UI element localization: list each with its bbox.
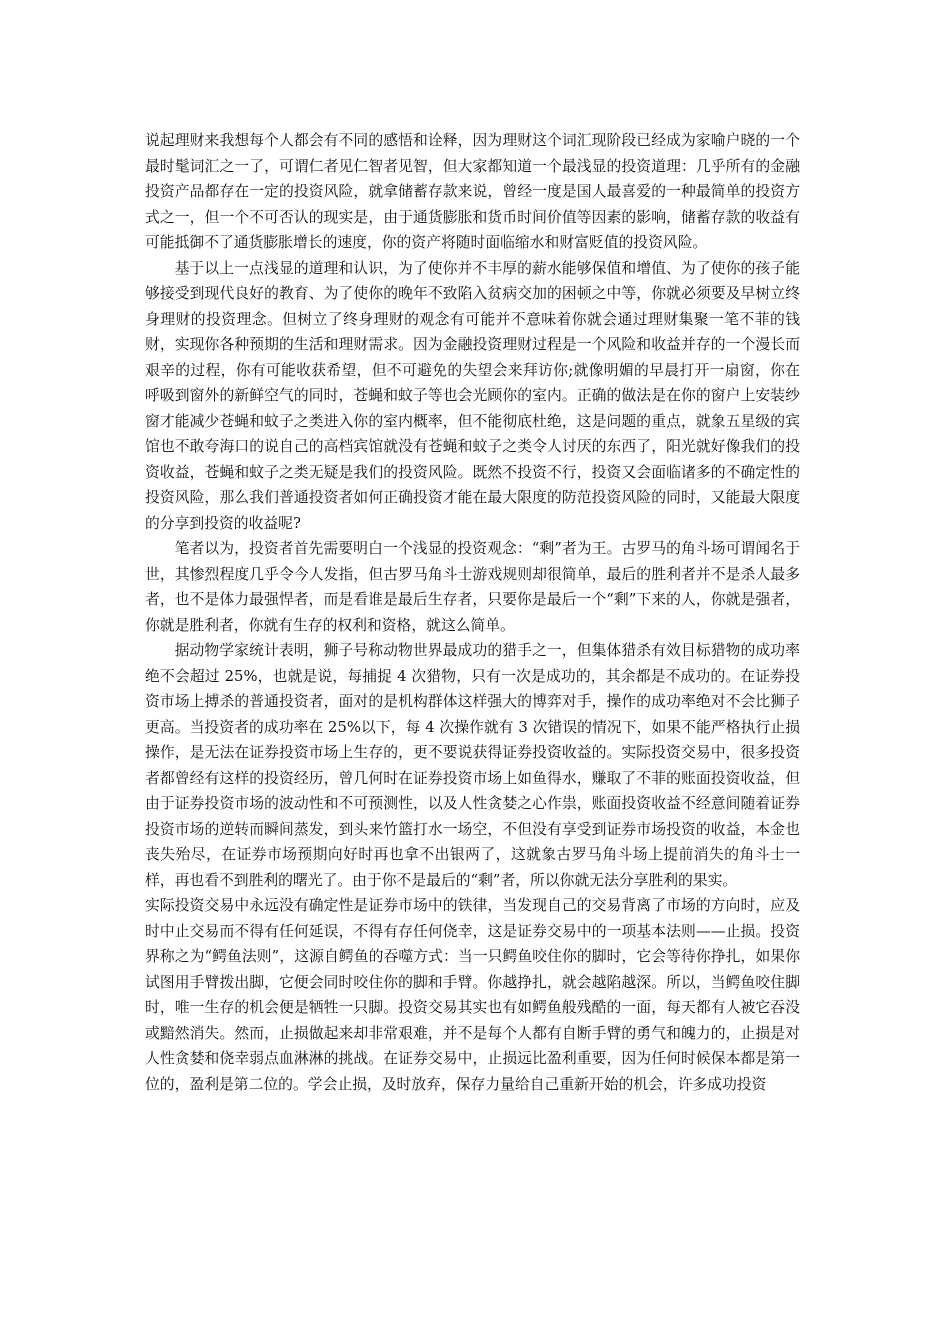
document-body (145, 128, 800, 1097)
paragraph-1: 说起理财来我想每个人都会有不同的感悟和诠释，因为理财这个词汇现阶段已经成为家喻户晓的一个最时髦词汇之一了，可谓仁者见仁智者见智，但大家都知道一个最浅显的投资道理：几乎所有的金融投资产品都存在一定的投资风险，就拿储蓄存款来说，曾经一度是国人最喜爱的一种最简单的投资方式之一，但一个不可否认的现实是，由于通货膨胀和货币时间价值等因素的影响，储蓄存款的收益有可能抵御不了通货膨胀增长的速度，你的资产将随时面临缩水和财富贬值的投资风险。 (145, 132, 800, 251)
paragraph-5: 实际投资交易中永远没有确定性是证券市场中的铁律，当发现自己的交易背离了市场的方向时，应及时中止交易而不得有任何延误，不得有存任何侥幸，这是证券交易中的一项基本法则——止损。投资界称之为“鳄鱼法则”，这源自鳄鱼的吞噬方式：当一只鳄鱼咬住你的脚时，它会等待你挣扎，如果你试图用手臂拨出脚，它便会同时咬住你的脚和手臂。你越挣扎，就会越陷越深。所以，当鳄鱼咬住脚时，唯一生存的机会便是牺牲一只脚。投资交易其实也有如鳄鱼般残酷的一面，每天都有人被它吞没或黯然消失。然而，止损做起来却非常艰难，并不是每个人都有自断手臂的勇气和魄力的，止损是对人性贪婪和侥幸弱点血淋淋的挑战。在证券交易中，止损远比盈利重要，因为任何时候保本都是第一位的，盈利是第二位的。学会止损，及时放弃，保存力量给自己重新开始的机会，许多成功投资 (145, 897, 800, 1093)
paragraph-2: 基于以上一点浅显的道理和认识，为了使你并不丰厚的薪水能够保值和增值、为了使你的孩子能够接受到现代良好的教育、为了使你的晚年不致陷入贫病交加的困顿之中等，你就必须要及早树立终身理财的投资理念。但树立了终身理财的观念有可能并不意味着你就会通过理财集聚一笔不菲的钱财，实现你各种预期的生活和理财需求。因为金融投资理财过程是一个风险和收益并存的一个漫长而艰辛的过程，你有可能收获希望，但不可避免的失望会来拜访你;就像明媚的早晨打开一扇窗，你在呼吸到窗外的新鲜空气的同时，苍蝇和蚊子等也会光顾你的室内。正确的做法是在你的窗户上安装纱窗才能减少苍蝇和蚊子之类进入你的室内概率，但不能彻底杜绝，这是问题的重点，就象五星级的宾馆也不敢夸海口的说自己的高档宾馆就没有苍蝇和蚊子之类令人讨厌的东西了，阳光就好像我们的投资收益，苍蝇和蚊子之类无疑是我们的投资风险。既然不投资不行，投资又会面临诸多的不确定性的投资风险，那么我们普通投资者如何正确投资才能在最大限度的防范投资风险的同时，又能最大限度的分享到投资的收益呢? (145, 259, 800, 532)
paragraph-3: 笔者以为，投资者首先需要明白一个浅显的投资观念：“剩”者为王。古罗马的角斗场可谓闻名于世，其惨烈程度几乎令今人发指，但古罗马角斗士游戏规则却很简单，最后的胜利者并不是杀人最多者，也不是体力最强悍者，而是看谁是最后生存者，只要你是最后一个“剩”下来的人，你就是强者，你就是胜利者，你就有生存的权利和资格，就这么简单。 (145, 540, 800, 634)
paragraph-4: 据动物学家统计表明，狮子号称动物世界最成功的猎手之一，但集体猎杀有效目标猎物的成功率绝不会超过 25%，也就是说，每捕捉 4 次猎物，只有一次是成功的，其余都是不成功的。在证券投资市场上搏杀的普通投资者，面对的是机构群体这样强大的博弈对手，操作的成功率绝对不会比狮子更高。当投资者的成功率在 25%以下，每 4 次操作就有 3 次错误的情况下，如果不能严格执行止损操作，是无法在证券投资市场上生存的，更不要说获得证券投资收益的。实际投资交易中，很多投资者都曾经有这样的投资经历，曾几何时在证券投资市场上如鱼得水，赚取了不菲的账面投资收益，但由于证券投资市场的波动性和不可预测性，以及人性贪婪之心作祟，账面投资收益不经意间随着证券投资市场的逆转而瞬间蒸发，到头来竹篮打水一场空，不但没有享受到证券市场投资的收益，本金也丧失殆尽，在证券市场预期向好时再也拿不出银两了，这就象古罗马角斗场上提前消失的角斗士一样，再也看不到胜利的曙光了。由于你不是最后的“剩”者，所以你就无法分享胜利的果实。 (145, 642, 800, 889)
